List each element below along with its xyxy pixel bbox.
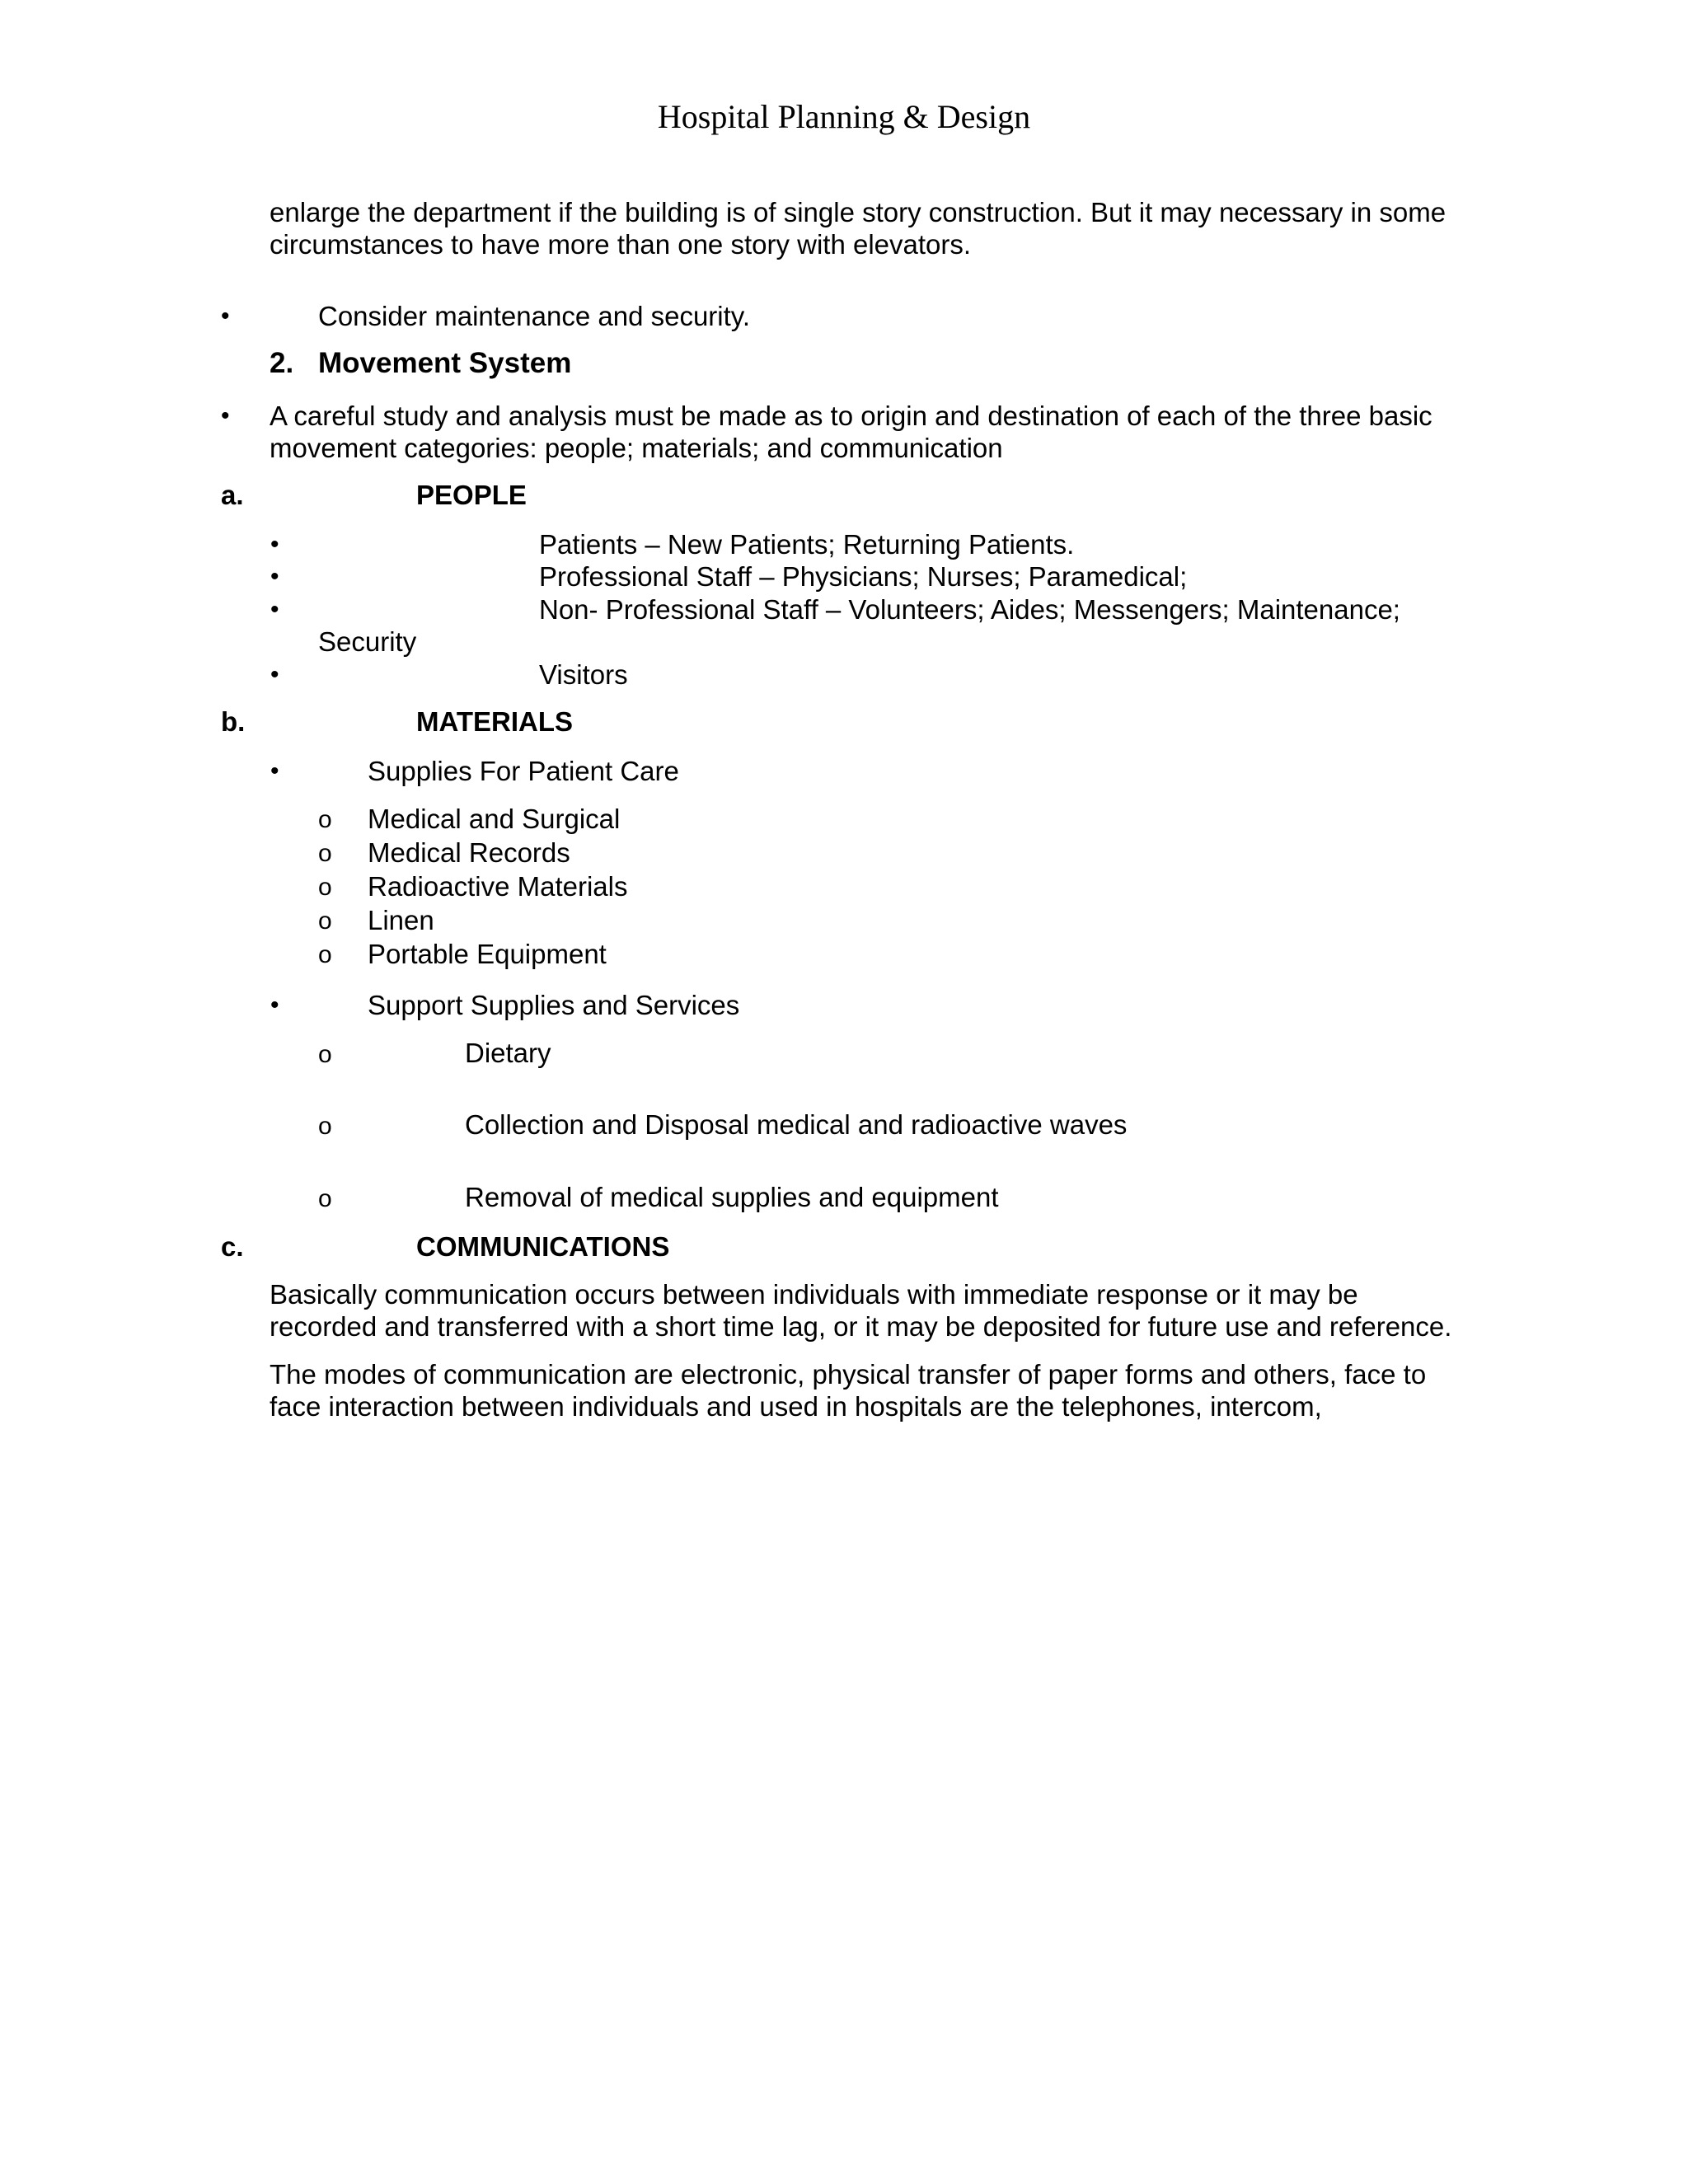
page-header-title: Hospital Planning & Design <box>657 98 1031 135</box>
bullet-marker: • <box>270 757 279 785</box>
circle-marker: o <box>318 840 332 867</box>
people-heading: PEOPLE <box>416 480 527 510</box>
subsection-letter: a. <box>221 480 244 510</box>
communications-para-1-line-2: recorded and transferred with a short time lag, or it may be deposited for future use and reference. <box>270 1311 1452 1342</box>
materials-group-label: Supplies For Patient Care <box>368 756 679 786</box>
materials-group-label: Support Supplies and Services <box>368 990 740 1020</box>
communications-para-2-line-1: The modes of communication are electronic, physical transfer of paper forms and others, face to <box>270 1359 1427 1390</box>
materials-item: Removal of medical supplies and equipment <box>465 1182 999 1212</box>
circle-marker: o <box>318 907 332 935</box>
circle-marker: o <box>318 806 332 833</box>
bullet-marker: • <box>270 596 279 623</box>
communications-para-1-line-1: Basically communication occurs between individuals with immediate response or it may be <box>270 1279 1358 1310</box>
circle-marker: o <box>318 1185 332 1212</box>
section-number: 2. <box>270 347 294 379</box>
bullet-marker: • <box>270 661 279 688</box>
intro-line-2: circumstances to have more than one story with elevators. <box>270 229 972 260</box>
study-bullet-line-2: movement categories: people; materials; and communication <box>270 433 1003 463</box>
people-item: Patients – New Patients; Returning Patients. <box>539 529 1075 560</box>
bullet-marker: • <box>221 302 230 330</box>
materials-item: Dietary <box>465 1038 551 1068</box>
intro-line-1: enlarge the department if the building is of single story construction. But it may necessary in some <box>270 197 1447 227</box>
people-item: Non- Professional Staff – Volunteers; Aides; Messengers; Maintenance; <box>539 594 1400 625</box>
materials-item: Medical Records <box>368 837 570 868</box>
circle-marker: o <box>318 1113 332 1140</box>
bullet-marker: • <box>270 563 279 590</box>
materials-item: Collection and Disposal medical and radioactive waves <box>465 1109 1128 1140</box>
consider-bullet-text: Consider maintenance and security. <box>318 301 751 331</box>
circle-marker: o <box>318 941 332 968</box>
circle-marker: o <box>318 874 332 901</box>
bullet-marker: • <box>221 402 230 429</box>
people-item: Visitors <box>539 659 628 690</box>
people-item-continuation: Security <box>318 626 417 657</box>
materials-heading: MATERIALS <box>416 706 574 737</box>
materials-item: Medical and Surgical <box>368 804 621 834</box>
bullet-marker: • <box>270 531 279 558</box>
materials-item: Linen <box>368 905 434 935</box>
communications-para-2-line-2: face interaction between individuals and used in hospitals are the telephones, intercom, <box>270 1391 1322 1422</box>
circle-marker: o <box>318 1041 332 1068</box>
subsection-letter: c. <box>221 1231 244 1262</box>
bullet-marker: • <box>270 991 279 1019</box>
section-title: Movement System <box>318 347 572 379</box>
study-bullet-line-1: A careful study and analysis must be made as to origin and destination of each of the three basic <box>270 401 1432 431</box>
people-item: Professional Staff – Physicians; Nurses; Paramedical; <box>539 561 1188 592</box>
communications-heading: COMMUNICATIONS <box>416 1231 670 1262</box>
materials-item: Portable Equipment <box>368 939 607 969</box>
subsection-letter: b. <box>221 706 246 737</box>
materials-item: Radioactive Materials <box>368 871 628 902</box>
